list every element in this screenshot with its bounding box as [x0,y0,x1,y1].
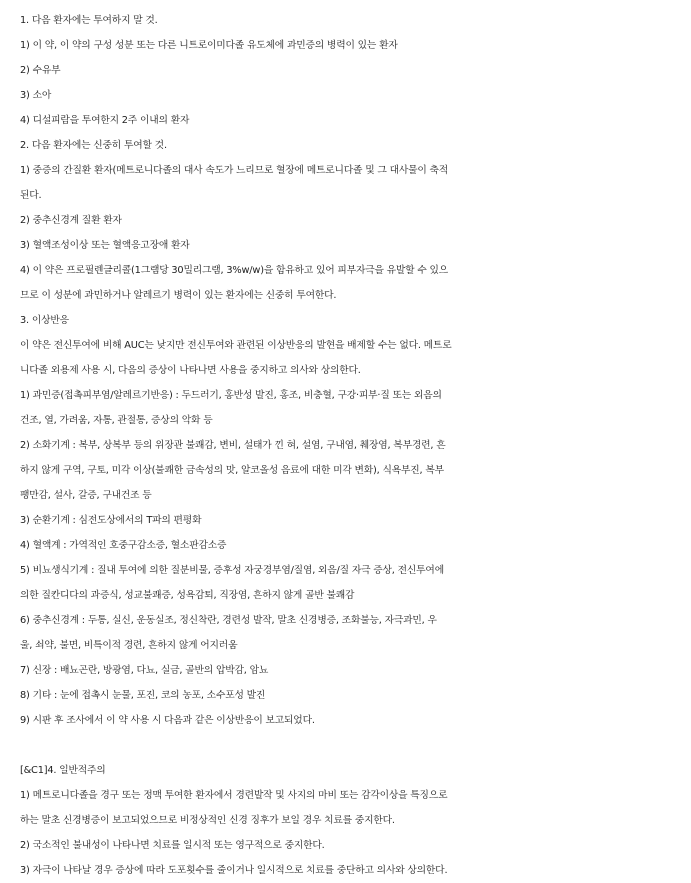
text-line: 2) 소화기계 : 복부, 상복부 등의 위장관 불쾌감, 변비, 설태가 낀 혀, 설염, 구내염, 췌장염, 복부경련, 흔 [20,440,446,451]
text-line: 7) 신장 : 배뇨곤란, 방광염, 다뇨, 실금, 골반의 압박감, 암뇨 [20,665,269,676]
text-line: 3) 순환기계 : 심전도상에서의 T파의 편평화 [20,515,202,526]
text-line: 2) 수유부 [20,65,61,76]
blank-line [20,733,685,758]
text-line: 2) 국소적인 불내성이 나타나면 치료를 일시적 또는 영구적으로 중지한다. [20,840,325,851]
section-heading: 1. 다음 환자에는 투여하지 말 것. [20,15,158,26]
text-line: 된다. [20,190,42,201]
section-heading: [&C1]4. 일반적주의 [20,765,106,776]
text-line: 1) 과민증(접촉피부염/알레르기반응) : 두드러기, 홍반성 발진, 홍조, 비충혈, 구강·피부·질 또는 외음의 [20,390,442,401]
text-line: 2) 중추신경계 질환 환자 [20,215,122,226]
text-line: 3) 소아 [20,90,52,101]
text-line: 3) 자극이 나타날 경우 증상에 따라 도포횟수를 줄이거나 일시적으로 치료를 중단하고 의사와 상의한다. [20,865,448,876]
text-line: 4) 혈액계 : 가역적인 호중구감소증, 혈소판감소증 [20,540,227,551]
text-line: 6) 중추신경계 : 두통, 실신, 운동실조, 정신착란, 경련성 발작, 말초 신경병증, 조화불능, 자극과민, 우 [20,615,437,626]
text-line: 이 약은 전신투여에 비해 AUC는 낮지만 전신투여와 관련된 이상반응의 발현을 배제할 수는 없다. 메트로 [20,340,452,351]
text-line: 팽만감, 설사, 갈증, 구내건조 등 [20,490,152,501]
text-line: 건조, 열, 가려움, 자통, 관절통, 증상의 악화 등 [20,415,213,426]
text-line: 5) 비뇨생식기계 : 질내 투여에 의한 질분비물, 증후성 자궁경부염/질염, 외음/질 자극 증상, 전신투여에 [20,565,444,576]
text-line: 니다졸 외용제 사용 시, 다음의 증상이 나타나면 사용을 중지하고 의사와 상의한다. [20,365,361,376]
text-line: 4) 이 약은 프로필렌글리콜(1그램당 30밀리그램, 3%w/w)을 함유하고 있어 피부자극을 유발할 수 있으 [20,265,449,276]
text-line: 8) 기타 : 눈에 접촉시 눈물, 포진, 코의 농포, 소수포성 발진 [20,690,266,701]
text-line: 므로 이 성분에 과민하거나 알레르기 병력이 있는 환자에는 신중히 투여한다. [20,290,337,301]
text-line: 울, 쇠약, 불면, 비특이적 경련, 흔하지 않게 어지러움 [20,640,238,651]
text-line: 3) 혈액조성이상 또는 혈액응고장애 환자 [20,240,190,251]
text-line: 4) 디설피람을 투여한지 2주 이내의 환자 [20,115,190,126]
section-heading: 2. 다음 환자에는 신중히 투여할 것. [20,140,167,151]
text-line: 의한 질칸디다의 과증식, 성교불쾌증, 성욕감퇴, 직장염, 흔하지 않게 골반 불쾌감 [20,590,355,601]
text-line: 9) 시판 후 조사에서 이 약 사용 시 다음과 같은 이상반응이 보고되었다. [20,715,315,726]
text-line: 하는 말초 신경병증이 보고되었으므로 비정상적인 신경 징후가 보일 경우 치료를 중지한다. [20,815,395,826]
document-body [20,8,685,883]
text-line: 1) 중증의 간질환 환자(메트로니다졸의 대사 속도가 느리므로 혈장에 메트로니다졸 및 그 대사물이 축적 [20,165,449,176]
text-line: 1) 이 약, 이 약의 구성 성분 또는 다른 니트로이미다졸 유도체에 과민증의 병력이 있는 환자 [20,40,398,51]
text-line: 하지 않게 구역, 구토, 미각 이상(불쾌한 금속성의 맛, 알코올성 음료에 대한 미각 변화), 식욕부진, 복부 [20,465,444,476]
text-line: 1) 메트로니다졸을 경구 또는 정맥 투여한 환자에서 경련발작 및 사지의 마비 또는 감각이상을 특징으로 [20,790,448,801]
section-heading: 3. 이상반응 [20,315,69,326]
